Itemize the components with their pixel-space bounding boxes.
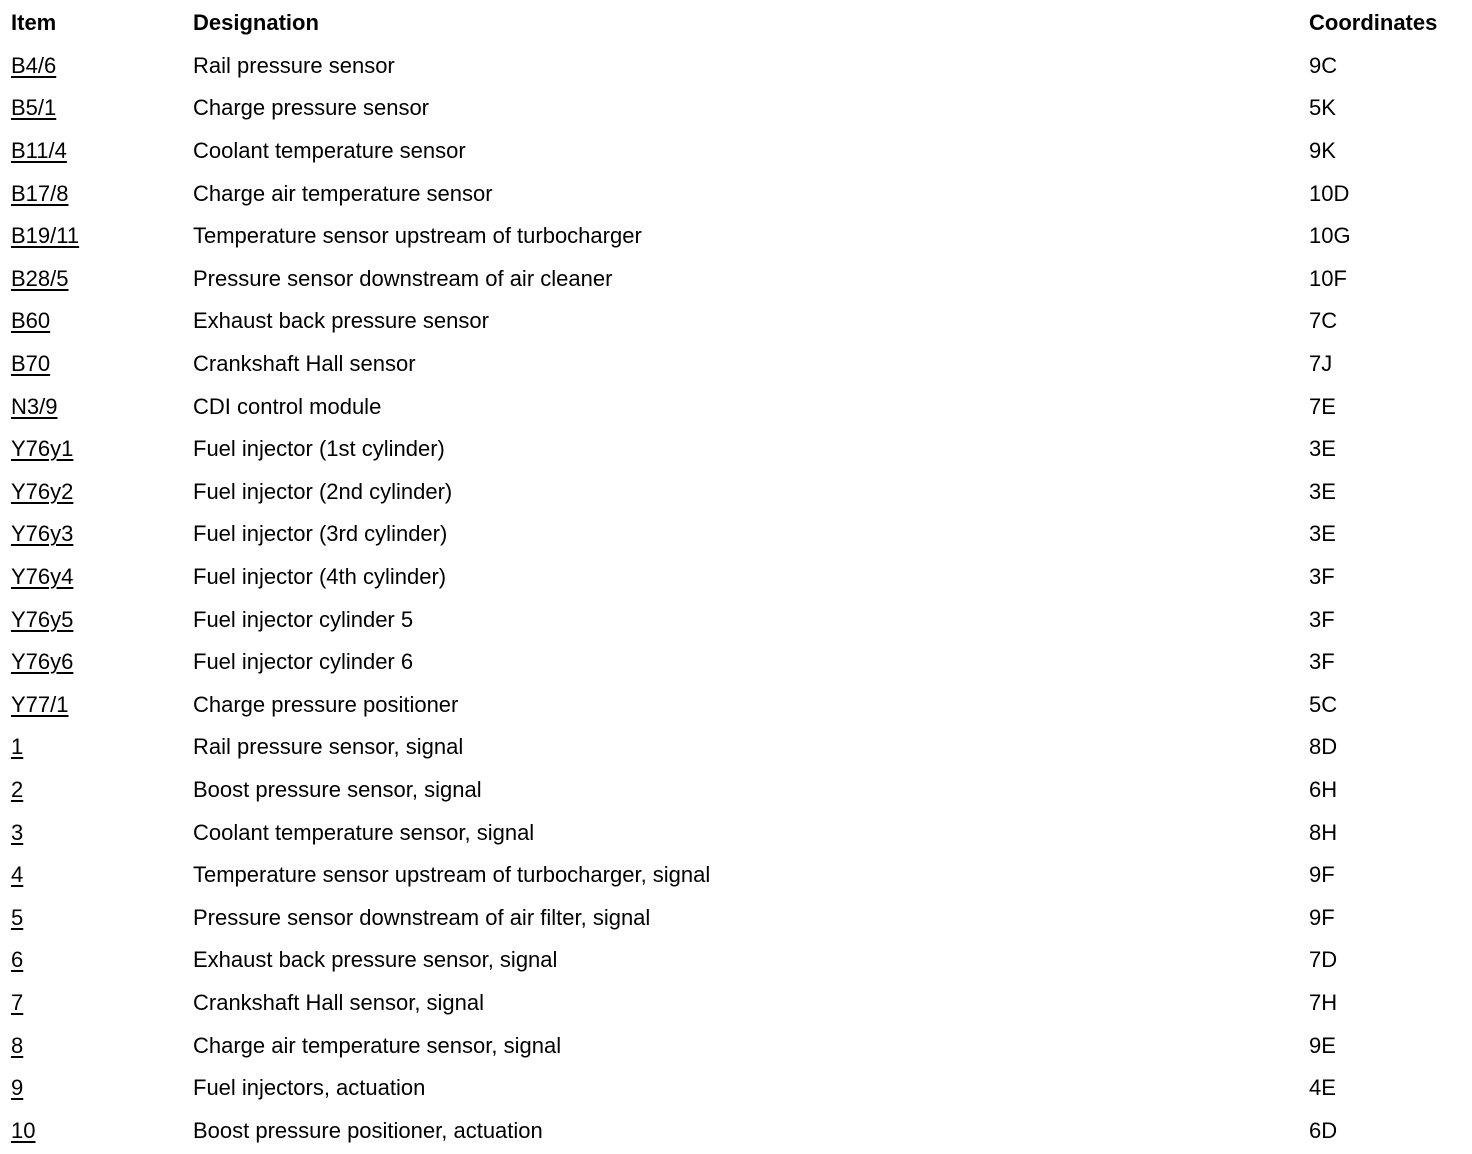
coordinates-cell: 7D [1309,947,1338,973]
item-link[interactable]: Y76y5 [11,606,74,632]
coordinates-cell: 5K [1309,95,1336,121]
designation-cell: Boost pressure positioner, actuation [193,1117,543,1143]
coordinates-cell: 8H [1309,819,1338,845]
item-cell [0,811,193,854]
item-link[interactable]: 4 [11,862,24,888]
designation-cell: Temperature sensor upstream of turbocharger, signal [193,862,711,888]
coordinates-cell: 9F [1309,862,1335,888]
coordinates-cell: 6D [1309,1117,1338,1143]
coordinates-cell: 10G [1309,223,1351,249]
item-cell [0,939,193,982]
item-cell [0,428,193,471]
designation-cell: Fuel injector (3rd cylinder) [193,521,448,547]
designation-cell: Rail pressure sensor, signal [193,734,464,760]
designation-cell: Charge air temperature sensor [193,180,493,206]
item-link[interactable]: 6 [11,947,24,973]
item-link[interactable]: 9 [11,1075,24,1101]
coordinates-cell: 5C [1309,691,1338,717]
component-legend-table [0,2,1460,1152]
item-link[interactable]: Y77/1 [11,691,69,717]
coordinates-cell: 9F [1309,904,1335,930]
coordinates-cell: 3E [1309,521,1336,547]
designation-cell: Crankshaft Hall sensor, signal [193,989,485,1015]
item-cell [0,215,193,258]
table-row [0,726,1460,769]
coordinates-cell: 3F [1309,649,1335,675]
designation-cell: Coolant temperature sensor [193,138,466,164]
table-row [0,641,1460,684]
table-row [0,258,1460,301]
item-link[interactable]: B11/4 [11,138,67,164]
header-row [0,2,1460,45]
designation-cell: Charge pressure positioner [193,691,459,717]
table-row [0,598,1460,641]
item-link[interactable]: B19/11 [11,223,80,249]
designation-cell: Exhaust back pressure sensor [193,308,489,334]
table-row [0,769,1460,812]
header-item: Item [11,10,57,36]
table-row [0,854,1460,897]
item-link[interactable]: Y76y6 [11,649,74,675]
item-link[interactable]: 1 [11,734,24,760]
item-cell [0,300,193,343]
table-row [0,556,1460,599]
item-cell [0,1109,193,1152]
item-link[interactable]: B28/5 [11,265,69,291]
designation-cell: Rail pressure sensor [193,52,395,78]
table-row [0,130,1460,173]
coordinates-cell: 3F [1309,606,1335,632]
item-link[interactable]: 8 [11,1032,24,1058]
coordinates-cell: 6H [1309,776,1338,802]
designation-cell: Boost pressure sensor, signal [193,776,482,802]
item-cell [0,1024,193,1067]
item-cell [0,598,193,641]
item-cell [0,385,193,428]
item-link[interactable]: 7 [11,989,24,1015]
coordinates-cell: 3F [1309,564,1335,590]
designation-cell: Charge air temperature sensor, signal [193,1032,562,1058]
coordinates-cell: 7J [1309,351,1333,377]
designation-cell: CDI control module [193,393,382,419]
coordinates-cell: 7C [1309,308,1338,334]
table-row [0,982,1460,1025]
item-link[interactable]: Y76y3 [11,521,74,547]
coordinates-cell: 9E [1309,1032,1336,1058]
item-cell [0,258,193,301]
item-link[interactable]: B4/6 [11,52,57,78]
designation-cell: Fuel injectors, actuation [193,1075,426,1101]
table-row [0,1067,1460,1110]
table-row [0,684,1460,727]
coordinates-cell: 4E [1309,1075,1336,1101]
designation-cell: Charge pressure sensor [193,95,430,121]
item-cell [0,769,193,812]
designation-cell: Fuel injector (2nd cylinder) [193,478,453,504]
table-body [0,45,1460,1152]
item-cell [0,854,193,897]
table-header [0,2,1460,45]
item-cell [0,982,193,1025]
item-link[interactable]: 5 [11,904,24,930]
item-link[interactable]: Y76y4 [11,564,74,590]
designation-cell: Exhaust back pressure sensor, signal [193,947,558,973]
item-link[interactable]: 2 [11,776,24,802]
item-link[interactable]: 3 [11,819,24,845]
item-cell [0,556,193,599]
table-row [0,811,1460,854]
table-row [0,1109,1460,1152]
designation-cell: Fuel injector cylinder 5 [193,606,414,632]
table-row [0,87,1460,130]
table-row [0,172,1460,215]
coordinates-cell: 8D [1309,734,1338,760]
table-row [0,513,1460,556]
designation-cell: Pressure sensor downstream of air cleaner [193,265,613,291]
coordinates-cell: 10D [1309,180,1350,206]
item-cell [0,172,193,215]
item-cell [0,130,193,173]
coordinates-cell: 3E [1309,436,1336,462]
item-cell [0,1067,193,1110]
header-coordinates: Coordinates [1309,10,1438,36]
designation-cell: Fuel injector (1st cylinder) [193,436,445,462]
item-cell [0,726,193,769]
table-row [0,385,1460,428]
designation-cell: Pressure sensor downstream of air filter, signal [193,904,651,930]
item-link[interactable]: 10 [11,1117,36,1143]
designation-cell: Temperature sensor upstream of turbocharger [193,223,642,249]
item-link[interactable]: Y76y2 [11,478,74,504]
table-row [0,939,1460,982]
item-cell [0,45,193,88]
coordinates-cell: 7E [1309,393,1336,419]
coordinates-cell: 9C [1309,52,1338,78]
table-row [0,300,1460,343]
table-row [0,45,1460,88]
item-cell [0,641,193,684]
header-designation: Designation [193,10,319,36]
item-link[interactable]: B5/1 [11,95,57,121]
table-row [0,428,1460,471]
designation-cell: Fuel injector cylinder 6 [193,649,414,675]
designation-cell: Fuel injector (4th cylinder) [193,564,447,590]
coordinates-cell: 3E [1309,478,1336,504]
coordinates-cell: 10F [1309,265,1347,291]
item-cell [0,343,193,386]
item-cell [0,87,193,130]
table-row [0,343,1460,386]
table-row [0,1024,1460,1067]
table-row [0,215,1460,258]
item-cell [0,896,193,939]
item-link[interactable]: B17/8 [11,180,69,206]
coordinates-cell: 9K [1309,138,1336,164]
item-link[interactable]: N3/9 [11,393,58,419]
item-cell [0,684,193,727]
item-link[interactable]: Y76y1 [11,436,74,462]
table-row [0,896,1460,939]
item-cell [0,513,193,556]
item-link[interactable]: B60 [11,308,51,334]
item-link[interactable]: B70 [11,351,51,377]
coordinates-cell: 7H [1309,989,1338,1015]
table-row [0,471,1460,514]
designation-cell: Coolant temperature sensor, signal [193,819,535,845]
designation-cell: Crankshaft Hall sensor [193,351,416,377]
item-cell [0,471,193,514]
